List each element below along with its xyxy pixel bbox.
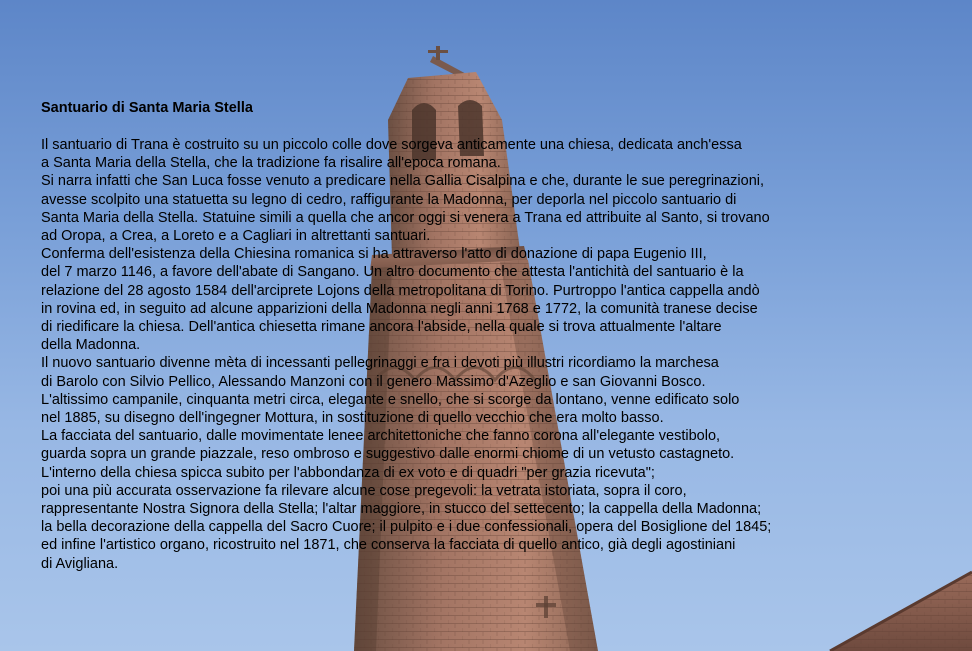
article-line: di Barolo con Silvio Pellico, Alessando Manzoni con il genero Massimo d'Azeglio e san Giovanni Bosco.: [41, 373, 706, 390]
article-line: in rovina ed, in seguito ad alcune apparizioni della Madonna negli anni 1768 e 1772, la comunità tranese decise: [41, 300, 758, 317]
article-line: L'interno della chiesa spicca subito per l'abbondanza di ex voto e di quadri "per grazia ricevuta";: [41, 464, 655, 481]
article-line: La facciata del santuario, dalle movimentate lenee architettoniche che fanno corona all'elegante vestibolo,: [41, 428, 721, 445]
article-line: Si narra infatti che San Luca fosse venuto a predicare nella Gallia Cisalpina e che, durante le sue peregrinazioni,: [41, 173, 765, 190]
article-line: Conferma dell'esistenza della Chiesina romanica si ha attraverso l'atto di donazione di papa Eugenio III,: [41, 246, 707, 263]
article-line: ed infine l'artistico organo, ricostruito nel 1871, che conserva la facciata di quello antico, già degli agostiniani: [41, 537, 736, 554]
article: [41, 99, 941, 573]
article-line: L'altissimo campanile, cinquanta metri circa, elegante e snello, che si scorge da lontano, venne edificato solo: [41, 391, 740, 408]
article-line: avesse scolpito una statuetta su legno di cedro, raffigurante la Madonna, per deporla nel piccolo santuario di: [41, 191, 737, 208]
article-line: Santa Maria della Stella. Statuine simili a quella che ancor oggi si venera a Trana ed attribuite al Santo, si trovano: [41, 209, 770, 226]
article-line: rappresentante Nostra Signora della Stella; l'altar maggiore, in stucco del settecento; la cappella della Madonna;: [41, 501, 762, 518]
article-body: [41, 136, 941, 573]
article-line: poi una più accurata osservazione fa rilevare alcune cose pregevoli: la vetrata istoriata, sopra il coro,: [41, 482, 687, 499]
article-line: nel 1885, su disegno dell'ingegner Mottura, in sostituzione di quello vecchio che era molto basso.: [41, 410, 664, 427]
article-line: a Santa Maria della Stella, che la tradizione fa risalire all'epoca romana.: [41, 155, 501, 172]
article-line: Il santuario di Trana è costruito su un piccolo colle dove sorgeva anticamente una chiesa, dedicata anch'essa: [41, 137, 742, 153]
article-line: relazione del 28 agosto 1584 dell'arciprete Lojons della metropolitana di Torino. Purtroppo l'antica cappella andò: [41, 282, 760, 299]
article-line: guarda sopra un grande piazzale, reso ombroso e suggestivo dalle enormi chiome di un vetusto castagneto.: [41, 446, 735, 463]
article-line: di Avigliana.: [41, 555, 119, 572]
article-line: la bella decorazione della cappella del Sacro Cuore; il pulpito e i due confessionali, opera del Bosiglione del 1845;: [41, 519, 772, 536]
article-title: Santuario di Santa Maria Stella: [41, 100, 253, 116]
article-line: di riedificare la chiesa. Dell'antica chiesetta rimane ancora l'abside, nella quale si trova attualmente l'altare: [41, 319, 722, 336]
article-line: ad Oropa, a Crea, a Loreto e a Cagliari in altrettanti santuari.: [41, 228, 431, 245]
article-line: Il nuovo santuario divenne mèta di incessanti pellegrinaggi e fra i devoti più illustri ricordiamo la marchesa: [41, 355, 719, 372]
article-line: del 7 marzo 1146, a favore dell'abate di Sangano. Un altro documento che attesta l'antichità del santuario è la: [41, 264, 744, 281]
article-line: della Madonna.: [41, 337, 141, 354]
